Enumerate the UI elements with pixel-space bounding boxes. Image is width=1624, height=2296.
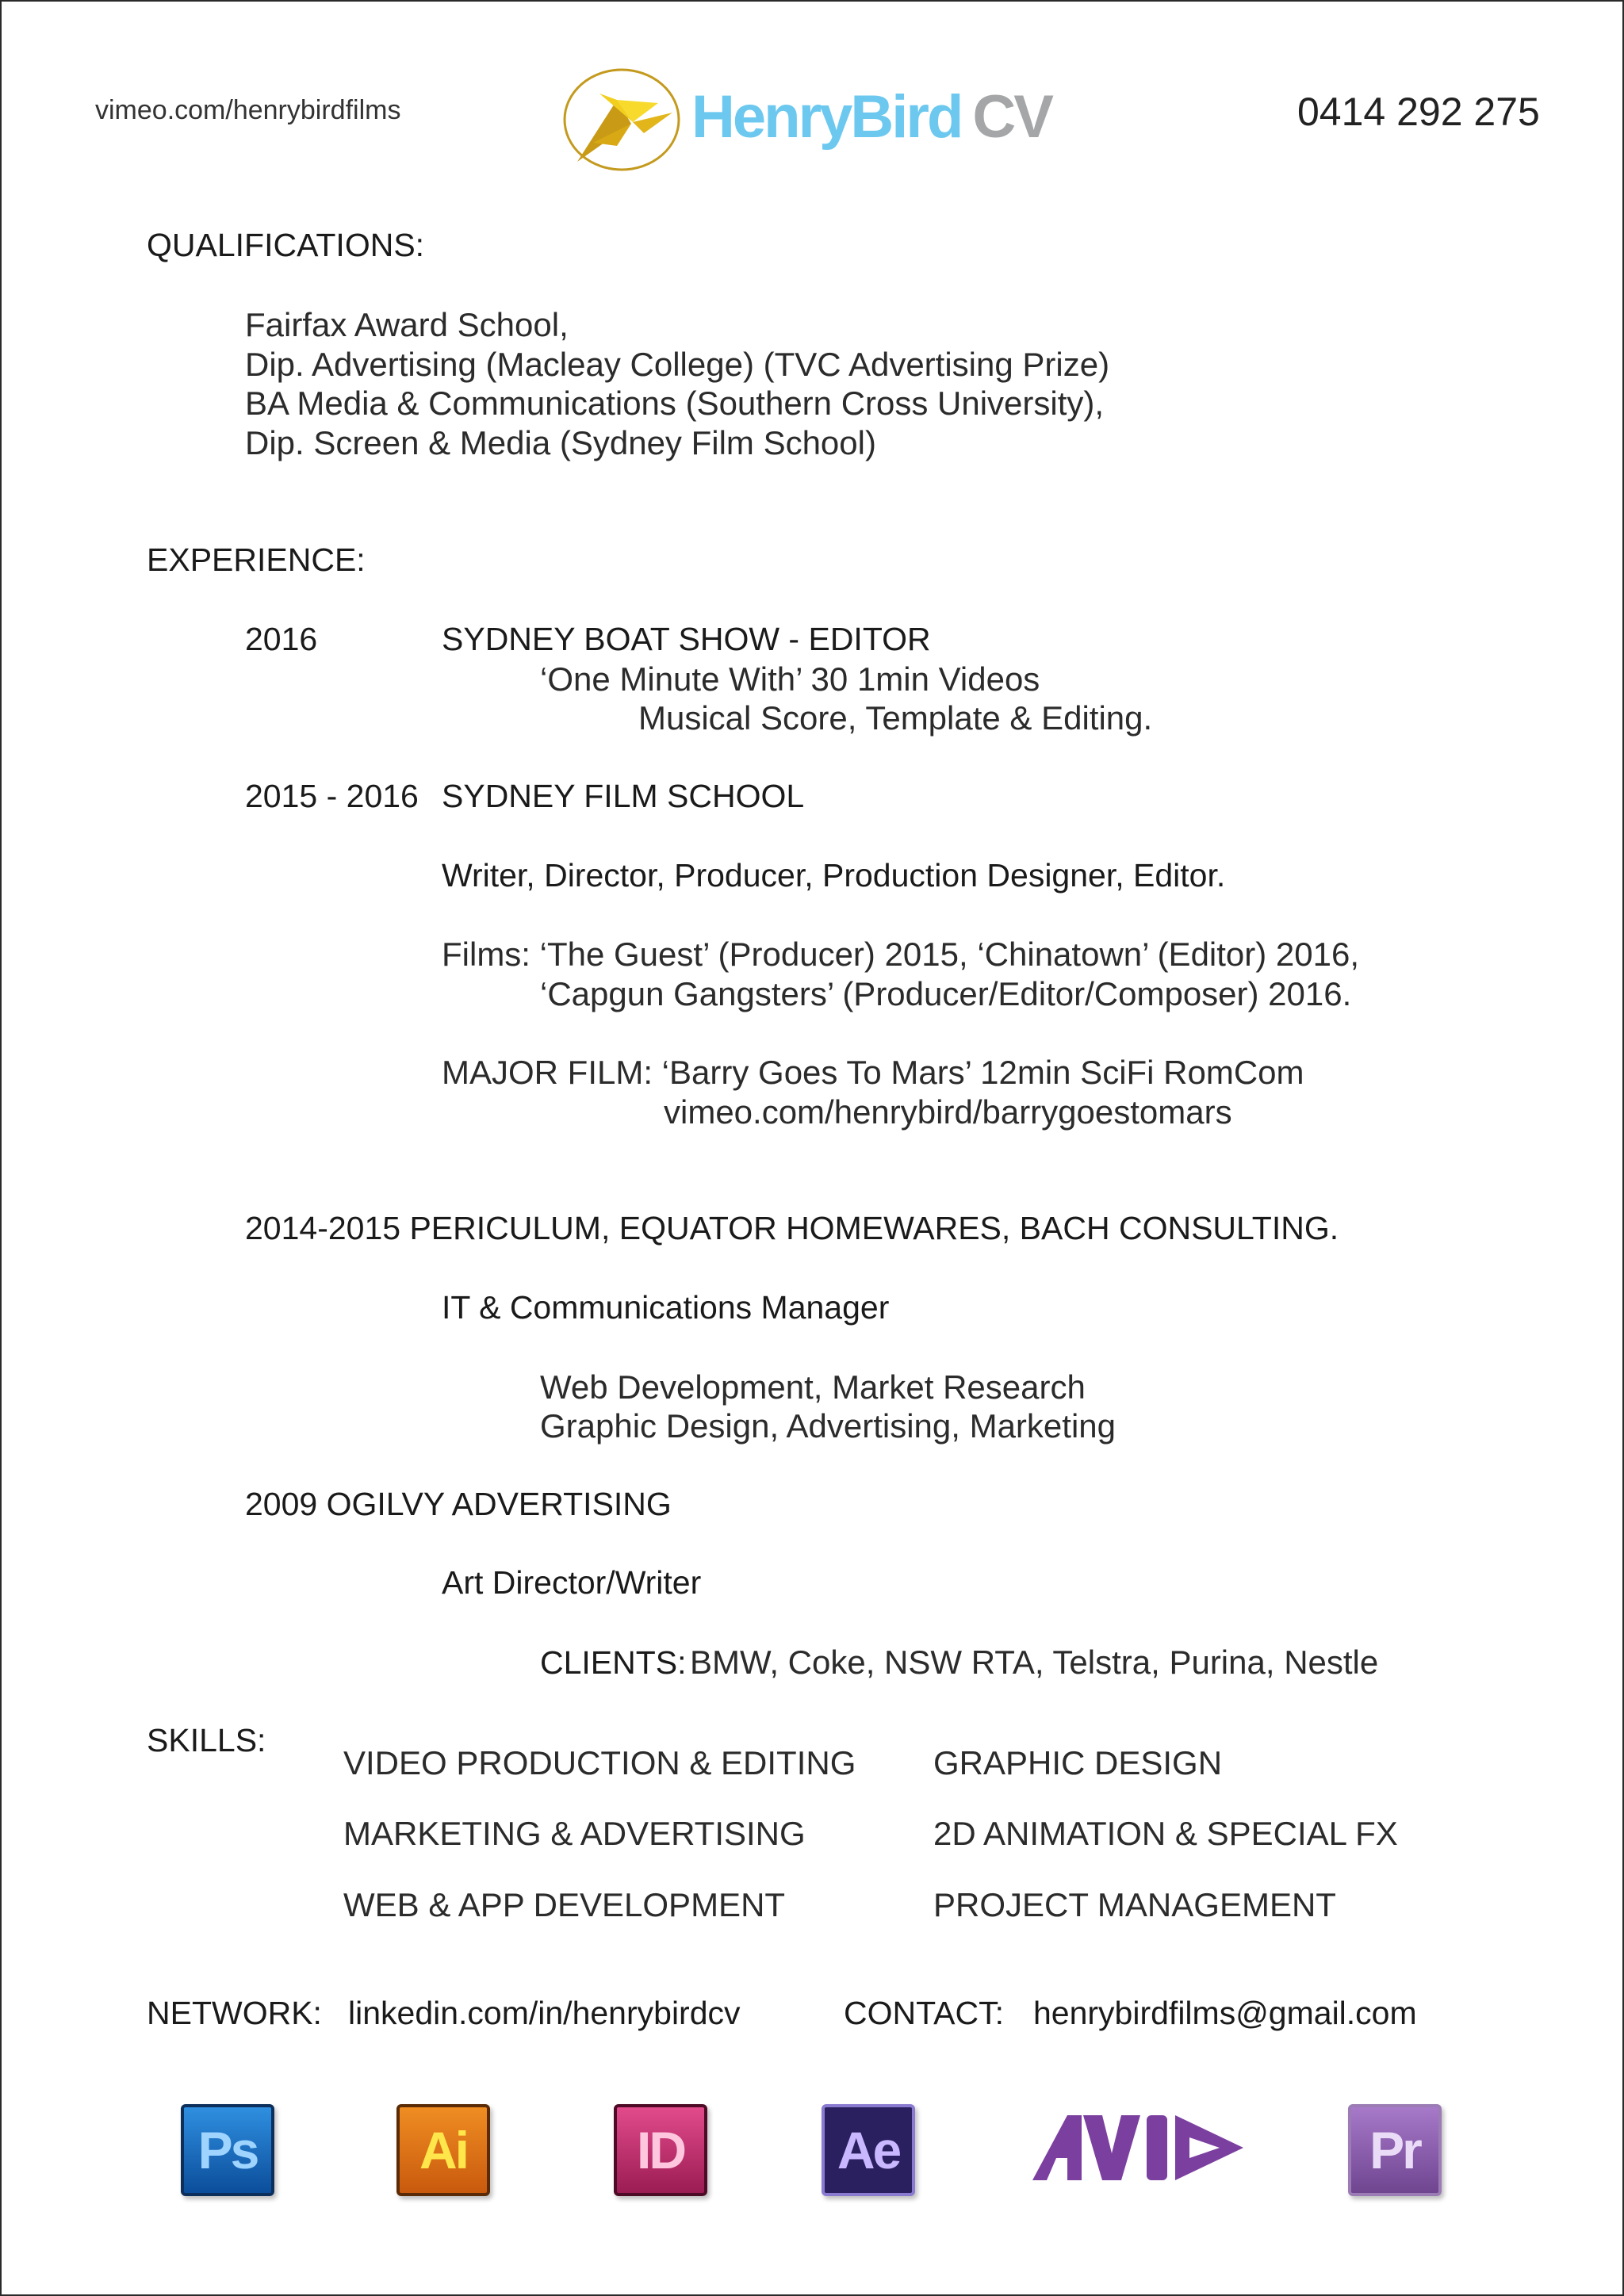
- qualification-item: Dip. Screen & Media (Sydney Film School): [245, 424, 876, 461]
- clients-list: BMW, Coke, NSW RTA, Telstra, Purina, Nestle: [690, 1644, 1379, 1681]
- skill-item: 2D ANIMATION & SPECIAL FX: [933, 1815, 1398, 1852]
- phone-number: 0414 292 275: [1297, 90, 1540, 134]
- major-film: MAJOR FILM: ‘Barry Goes To Mars’ 12min SciFi RomCom: [442, 1054, 1304, 1091]
- email-link[interactable]: henrybirdfilms@gmail.com: [1033, 1995, 1417, 2031]
- linkedin-link[interactable]: linkedin.com/in/henrybirdcv: [348, 1995, 741, 2031]
- job-line: 2009 OGILVY ADVERTISING: [245, 1486, 672, 1522]
- experience-heading: EXPERIENCE:: [147, 541, 366, 578]
- major-film-link[interactable]: vimeo.com/henrybird/barrygoestomars: [664, 1093, 1232, 1131]
- vimeo-link[interactable]: vimeo.com/henrybirdfilms: [95, 95, 401, 125]
- qualifications-heading: QUALIFICATIONS:: [147, 227, 425, 263]
- job-year: 2016: [245, 621, 318, 657]
- network-label: NETWORK:: [147, 1995, 322, 2031]
- brand-wordmark: [691, 82, 1051, 151]
- skills-heading: SKILLS:: [147, 1722, 266, 1758]
- after-effects-icon: Ae: [822, 2104, 915, 2196]
- premiere-icon: Pr: [1348, 2104, 1442, 2196]
- skill-item: PROJECT MANAGEMENT: [933, 1886, 1336, 1923]
- illustrator-icon: Ai: [396, 2104, 490, 2196]
- job-roles: Writer, Director, Producer, Production Designer, Editor.: [442, 857, 1226, 894]
- job-detail: ‘One Minute With’ 30 1min Videos: [540, 660, 1040, 698]
- photoshop-icon: Ps: [181, 2104, 274, 2196]
- clients-line: [540, 1644, 1378, 1682]
- qualification-item: Dip. Advertising (Macleay College) (TVC Advertising Prize): [245, 346, 1110, 383]
- job-title: SYDNEY FILM SCHOOL: [442, 778, 805, 814]
- avid-logo-icon: [1032, 2114, 1248, 2182]
- brand-name: HenryBird: [691, 83, 962, 151]
- brand-suffix: CV: [972, 83, 1051, 151]
- qualification-item: Fairfax Award School,: [245, 306, 569, 343]
- job-line: 2014-2015 PERICULUM, EQUATOR HOMEWARES, BACH CONSULTING.: [245, 1210, 1339, 1246]
- indesign-icon: ID: [614, 2104, 707, 2196]
- skill-item: WEB & APP DEVELOPMENT: [343, 1886, 786, 1923]
- job-role: IT & Communications Manager: [442, 1289, 890, 1326]
- job-duty: Graphic Design, Advertising, Marketing: [540, 1407, 1116, 1445]
- job-films: ‘Capgun Gangsters’ (Producer/Editor/Composer) 2016.: [540, 975, 1352, 1012]
- skill-item: VIDEO PRODUCTION & EDITING: [343, 1744, 856, 1781]
- job-films: Films: ‘The Guest’ (Producer) 2015, ‘Chinatown’ (Editor) 2016,: [442, 936, 1360, 973]
- job-title: SYDNEY BOAT SHOW - EDITOR: [442, 621, 931, 657]
- job-year: 2015 - 2016: [245, 778, 419, 814]
- skill-item: GRAPHIC DESIGN: [933, 1744, 1223, 1781]
- hummingbird-logo-icon: [561, 67, 696, 173]
- skill-item: MARKETING & ADVERTISING: [343, 1815, 806, 1852]
- job-role: Art Director/Writer: [442, 1564, 702, 1601]
- clients-label: CLIENTS:: [540, 1644, 687, 1681]
- qualification-item: BA Media & Communications (Southern Cross University),: [245, 385, 1105, 422]
- job-duty: Web Development, Market Research: [540, 1368, 1086, 1406]
- contact-label: CONTACT:: [844, 1995, 1004, 2031]
- job-detail: Musical Score, Template & Editing.: [638, 699, 1153, 737]
